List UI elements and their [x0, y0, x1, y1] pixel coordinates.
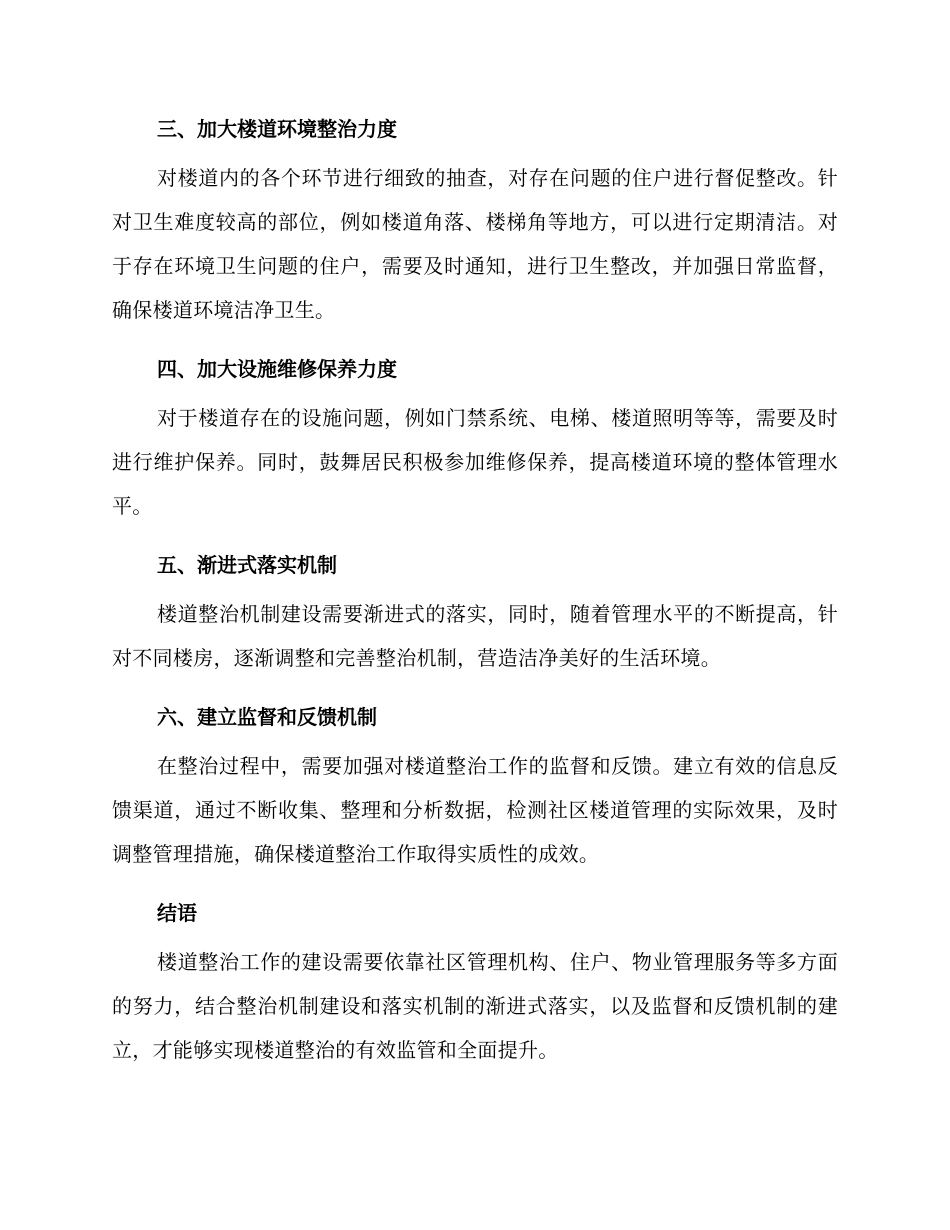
section-paragraph: 楼道整治机制建设需要渐进式的落实，同时，随着管理水平的不断提高，针对不同楼房，逐渐调整和完善整治机制，营造洁净美好的生活环境。 [112, 602, 838, 670]
section-paragraph: 对于楼道存在的设施问题，例如门禁系统、电梯、楼道照明等等，需要及时进行维护保养。同时，鼓舞居民积极参加维修保养，提高楼道环境的整体管理水平。 [112, 406, 838, 518]
section-4 [112, 350, 838, 528]
section-heading: 三、加大楼道环境整治力度 [157, 117, 397, 141]
section-heading: 五、渐进式落实机制 [157, 553, 337, 577]
section-paragraph: 楼道整治工作的建设需要依靠社区管理机构、住户、物业管理服务等多方面的努力，结合整治机制建设和落实机制的渐进式落实，以及监督和反馈机制的建立，才能够实现楼道整治的有效监管和全面提升。 [112, 950, 838, 1062]
section-heading: 六、建立监督和反馈机制 [157, 705, 377, 729]
section-5 [112, 546, 838, 680]
section-conclusion [112, 894, 838, 1072]
section-heading: 结语 [157, 901, 197, 925]
section-3 [112, 110, 838, 332]
section-6 [112, 698, 838, 876]
section-paragraph: 在整治过程中，需要加强对楼道整治工作的监督和反馈。建立有效的信息反馈渠道，通过不断收集、整理和分析数据，检测社区楼道管理的实际效果，及时调整管理措施，确保楼道整治工作取得实质性的成效。 [112, 754, 838, 866]
document-body [112, 110, 838, 1090]
section-heading: 四、加大设施维修保养力度 [157, 357, 397, 381]
section-paragraph: 对楼道内的各个环节进行细致的抽查，对存在问题的住户进行督促整改。针对卫生难度较高的部位，例如楼道角落、楼梯角等地方，可以进行定期清洁。对于存在环境卫生问题的住户，需要及时通知，进行卫生整改，并加强日常监督，确保楼道环境洁净卫生。 [112, 166, 838, 322]
